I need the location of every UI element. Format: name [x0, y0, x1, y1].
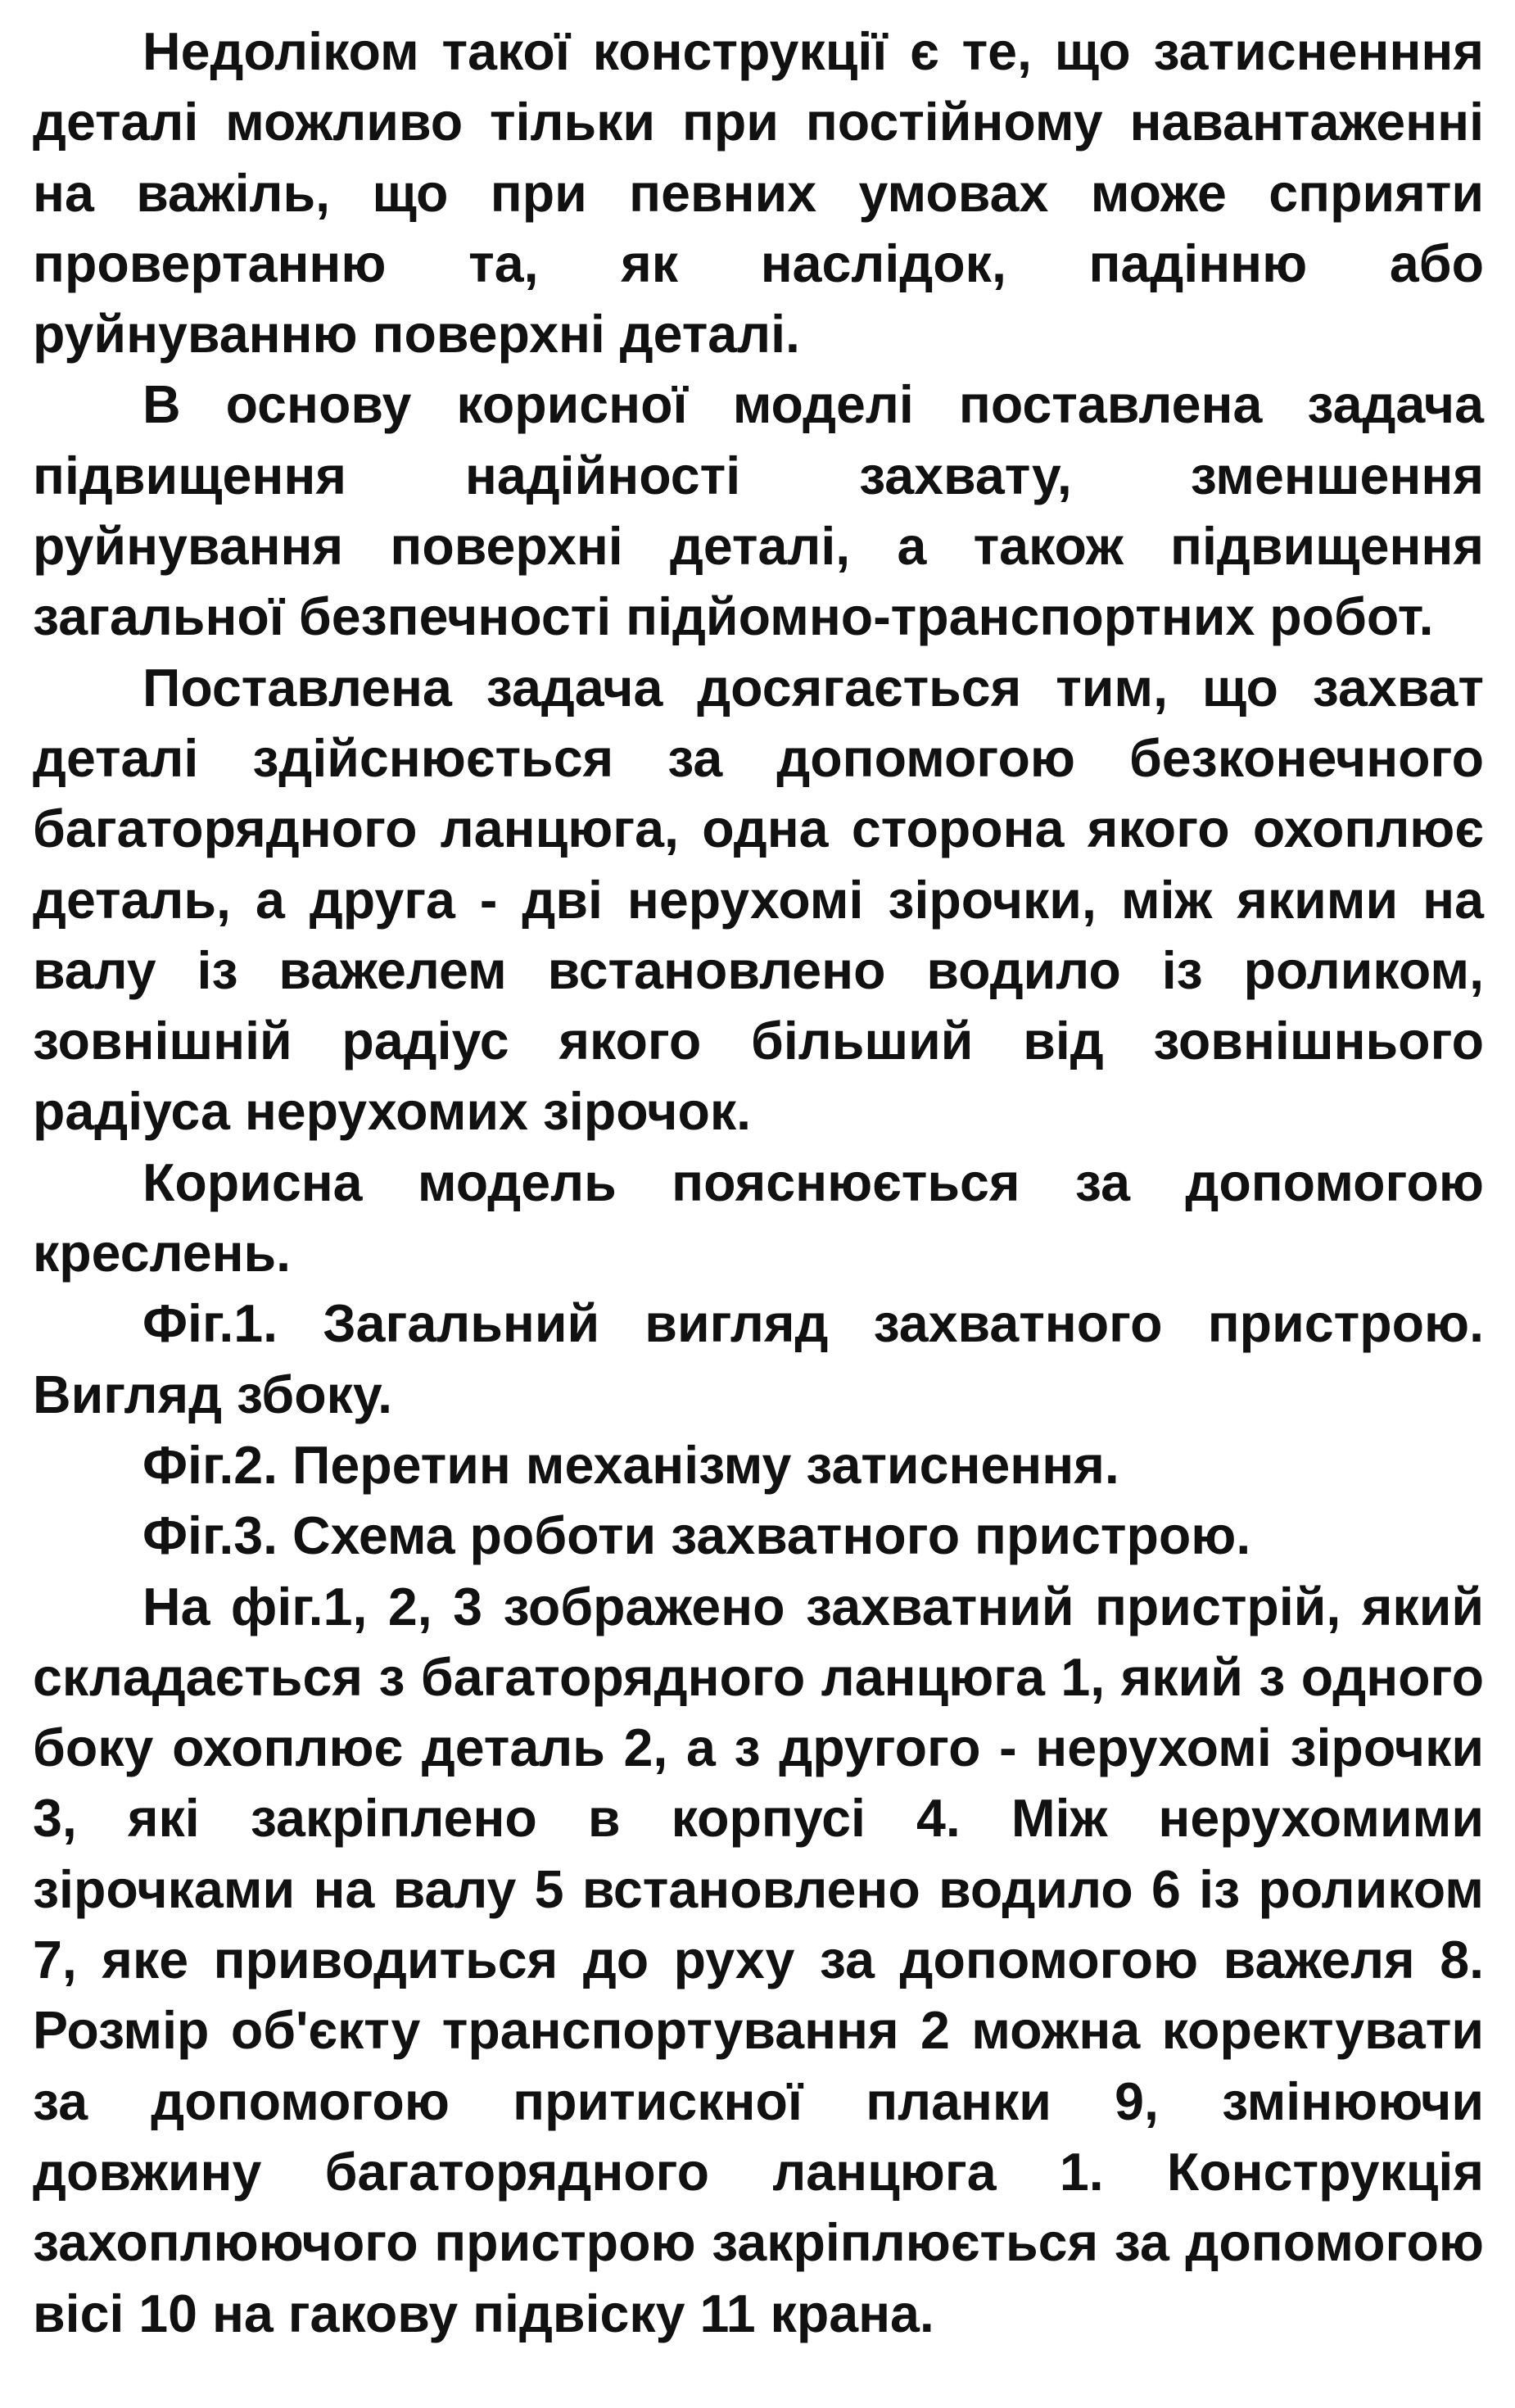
paragraph-solution: Поставлена задача досягається тим, що захват деталі здійснюється за допомогою безконечного багаторядного ланцюга, одна сторона якого охоплює деталь, а друга - дві нерухомі зірочки, між якими на валу із важелем встановлено водило із роликом, зовнішній радіус якого більший від зовнішнього радіуса нерухомих зірочок.	[33, 658, 1484, 1142]
figure-caption-1: Фіг.1. Загальний вигляд захватного пристрою. Вигляд збоку.	[33, 1294, 1484, 1424]
paragraph-description: На фіг.1, 2, 3 зображено захватний пристрій, який складається з багаторядного ланцюга 1, який з одного боку охоплює деталь 2, а з другого - нерухомі зірочки 3, які закріплено в корпусі 4. Між нерухомими зірочками на валу 5 встановлено водило 6 із роликом 7, яке приводиться до руху за допомогою важеля 8. Розмір об'єкту транспортування 2 можна коректувати за допомогою притискної планки 9, змінюючи довжину багаторядного ланцюга 1. Конструкція захоплюючого пристрою закріплюється за допомогою вісі 10 на гакову підвіску 11 крана.	[33, 1577, 1484, 2343]
figure-caption-2: Фіг.2. Перетин механізму затиснення.	[142, 1435, 1119, 1495]
paragraph-drawback: Недоліком такої конструкції є те, що затисненння деталі можливо тільки при постійному навантаженні на важіль, що при певних умовах може сприяти провертанню та, як наслідок, падінню або руйнуванню поверхні деталі.	[33, 22, 1484, 364]
paragraph-objective: В основу корисної моделі поставлена задача підвищення надійності захвату, зменшення руйнування поверхні деталі, а також підвищення загальної безпечності підйомно-транспортних робот.	[33, 375, 1484, 647]
figure-caption-3: Фіг.3. Схема роботи захватного пристрою.	[142, 1506, 1251, 1566]
paragraph-drawings-intro: Корисна модель пояснюється за допомогою креслень.	[33, 1152, 1484, 1283]
